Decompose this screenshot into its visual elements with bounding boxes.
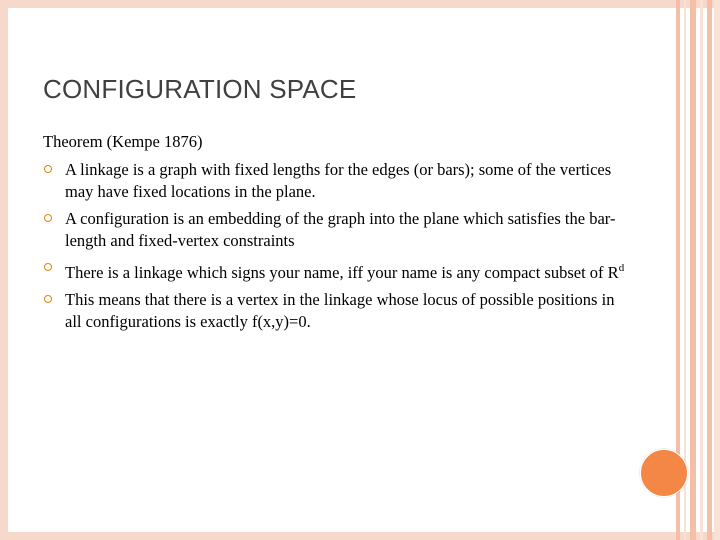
frame-top-border (0, 0, 720, 8)
list-item (43, 289, 633, 333)
frame-left-border (0, 0, 8, 540)
bullet-text: This means that there is a vertex in the linkage whose locus of possible positions in all configurations is exactly f(x,y)=0. (65, 290, 615, 331)
decorative-stripe (684, 0, 686, 540)
decorative-stripe (707, 0, 712, 540)
list-item (43, 208, 633, 252)
list-item (43, 159, 633, 203)
hollow-circle-bullet-icon (44, 295, 52, 303)
bullet-text: There is a linkage which signs your name, iff your name is any compact subset of R (65, 263, 619, 282)
decorative-stripe (714, 0, 720, 540)
decorative-stripe (690, 0, 696, 540)
theorem-heading: Theorem (Kempe 1876) (43, 132, 203, 151)
bullet-list (43, 159, 633, 338)
hollow-circle-bullet-icon (44, 263, 52, 271)
hollow-circle-bullet-icon (44, 165, 52, 173)
list-item (43, 257, 633, 284)
orange-circle-icon (640, 449, 688, 497)
bullet-text: A linkage is a graph with fixed lengths for the edges (or bars); some of the vertices may have fixed locations in the plane. (65, 160, 612, 201)
bullet-text: A configuration is an embedding of the graph into the plane which satisfies the bar-length and fixed-vertex constraints (65, 209, 616, 250)
slide-title: CONFIGURATION SPACE (43, 74, 357, 104)
frame-bottom-border (0, 532, 720, 540)
superscript-d: d (618, 262, 625, 274)
hollow-circle-bullet-icon (44, 214, 52, 222)
decorative-stripe (700, 0, 703, 540)
